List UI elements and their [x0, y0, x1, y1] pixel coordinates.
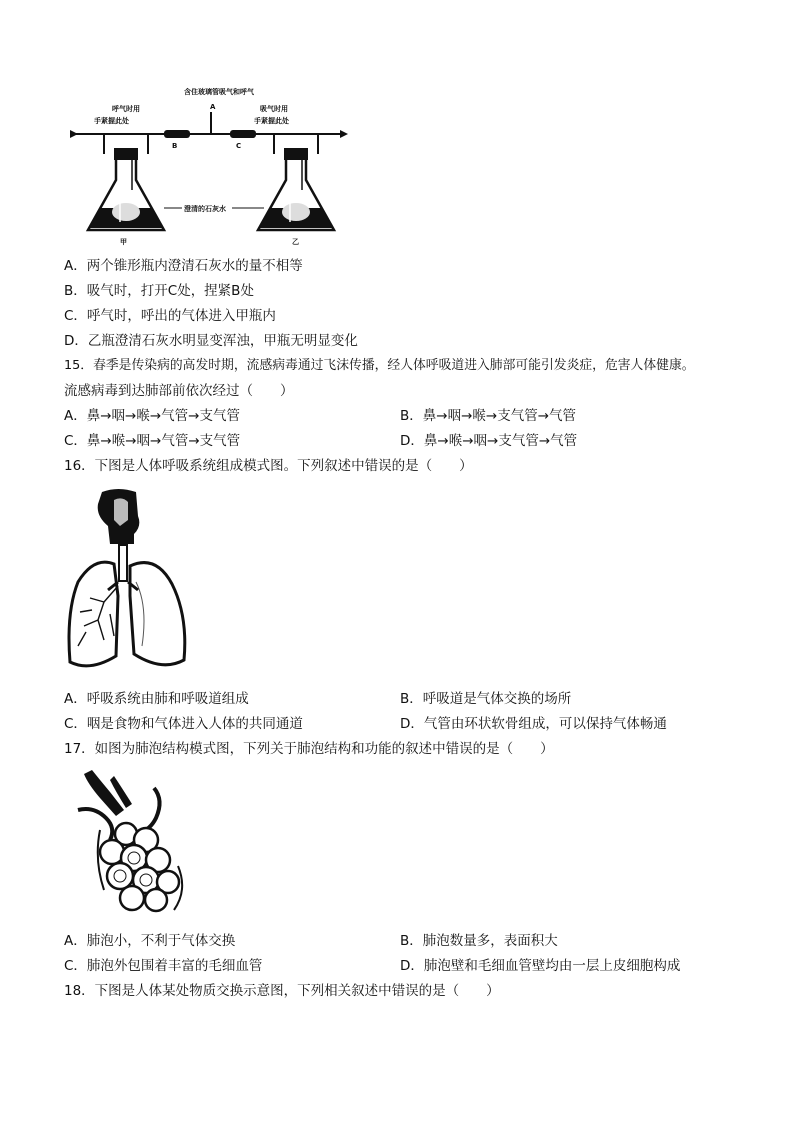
q18-stem: 18．下图是人体某处物质交换示意图，下列相关叙述中错误的是（ ） — [64, 983, 500, 999]
q15-option-c: C．鼻→喉→咽→气管→支气管 — [64, 433, 241, 449]
q17-stem: 17．如图为肺泡结构模式图，下列关于肺泡结构和功能的叙述中错误的是（ ） — [64, 741, 554, 757]
q15-option-a: A．鼻→咽→喉→气管→支气管 — [64, 408, 240, 424]
q16-option-d: D．气管由环状软骨组成，可以保持气体畅通 — [400, 716, 667, 732]
q14-option-d: D．乙瓶澄清石灰水明显变浑浊，甲瓶无明显变化 — [64, 333, 358, 349]
respiratory-system-figure — [64, 486, 192, 672]
q17-option-d: D．肺泡壁和毛细血管壁均由一层上皮细胞构成 — [400, 958, 681, 974]
q16-option-b: B．呼吸道是气体交换的场所 — [400, 691, 572, 707]
q14-option-c: C．呼气时，呼出的气体进入甲瓶内 — [64, 308, 276, 324]
label-a: A — [210, 103, 216, 111]
alveoli-figure — [70, 770, 196, 920]
label-jia: 甲 — [120, 238, 127, 246]
limewater-experiment-figure — [64, 84, 354, 250]
q14-option-a: A．两个锥形瓶内澄清石灰水的量不相等 — [64, 258, 303, 274]
label-b: B — [172, 142, 178, 150]
label-mouthpiece: 含住玻璃管吸气和呼气 — [184, 88, 254, 96]
label-limewater: 澄清的石灰水 — [184, 205, 226, 213]
q16-option-a: A．呼吸系统由肺和呼吸道组成 — [64, 691, 249, 707]
q15-stem-line2: 流感病毒到达肺部前依次经过（ ） — [64, 383, 294, 399]
q16-stem: 16．下图是人体呼吸系统组成模式图。下列叙述中错误的是（ ） — [64, 458, 473, 474]
q14-option-b: B．吸气时，打开C处，捏紧B处 — [64, 283, 254, 299]
q15-option-d: D．鼻→喉→咽→支气管→气管 — [400, 433, 578, 449]
q15-stem-line1: 15．春季是传染病的高发时期，流感病毒通过飞沫传播，经人体呼吸道进入肺部可能引发炎症，危害人体健康。 — [64, 358, 695, 373]
label-c: C — [236, 142, 242, 150]
label-yi: 乙 — [292, 238, 299, 246]
q16-option-c: C．咽是食物和气体进入人体的共同通道 — [64, 716, 303, 732]
label-exhale-1: 呼气时用 — [112, 105, 140, 113]
q17-option-b: B．肺泡数量多，表面积大 — [400, 933, 558, 949]
label-inhale-2: 手紧握此处 — [254, 117, 289, 125]
label-inhale-1: 吸气时用 — [260, 105, 288, 113]
q17-option-c: C．肺泡外包围着丰富的毛细血管 — [64, 958, 263, 974]
label-exhale-2: 手紧握此处 — [94, 117, 129, 125]
q15-option-b: B．鼻→咽→喉→支气管→气管 — [400, 408, 577, 424]
q17-option-a: A．肺泡小，不利于气体交换 — [64, 933, 236, 949]
